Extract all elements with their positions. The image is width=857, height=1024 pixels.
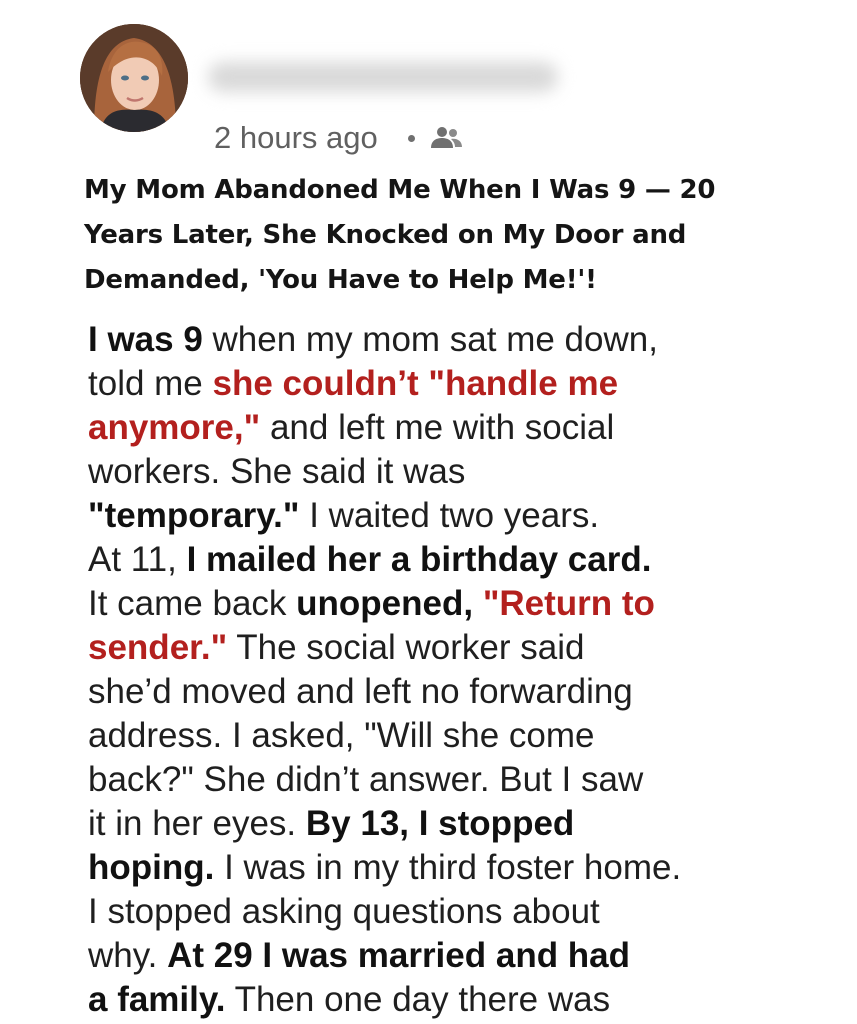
story-line: back?" She didn’t answer. But I saw bbox=[88, 760, 644, 799]
timestamp: 2 hours ago bbox=[214, 120, 378, 155]
avatar[interactable] bbox=[80, 24, 188, 132]
story-line bbox=[88, 406, 808, 450]
story-text-span: and left me with social bbox=[260, 408, 615, 447]
story-bold: I was 9 bbox=[88, 320, 203, 359]
story-text-span: It came back bbox=[88, 584, 297, 623]
story-bold: By 13, I stopped bbox=[305, 804, 575, 843]
story-line bbox=[88, 494, 808, 538]
story-text-span: it in her eyes. bbox=[88, 804, 306, 843]
story-line bbox=[88, 318, 808, 362]
story-bold: unopened, bbox=[296, 584, 474, 623]
story-line: she’d moved and left no forwarding bbox=[88, 672, 633, 711]
story-text-span: why. bbox=[88, 936, 168, 975]
story-text-span bbox=[473, 584, 483, 623]
story-bold: At 29 I was married and had bbox=[167, 936, 631, 975]
story-bold: a family. bbox=[88, 980, 226, 1019]
story-text-span: At 11, bbox=[88, 540, 187, 579]
story-text-span: when my mom sat me down, bbox=[202, 320, 658, 359]
story-line bbox=[88, 582, 808, 626]
story-text bbox=[88, 318, 808, 1022]
people-icon[interactable] bbox=[429, 124, 463, 152]
post-title[interactable]: My Mom Abandoned Me When I Was 9 — 20 Years Later, She Knocked on My Door and Demanded, 'You Have to Help Me!'! bbox=[84, 175, 716, 295]
story-line bbox=[88, 626, 808, 670]
story-line bbox=[88, 846, 808, 890]
story-text-span: Then one day there was bbox=[225, 980, 611, 1019]
story-text-span: The social worker said bbox=[227, 628, 585, 667]
story-highlight: she couldn’t "handle me bbox=[212, 364, 619, 403]
story-text-span: I waited two years. bbox=[299, 496, 600, 535]
story-bold: "temporary." bbox=[88, 496, 300, 535]
story-text-span: told me bbox=[88, 364, 213, 403]
username[interactable] bbox=[208, 62, 558, 92]
story-line: I stopped asking questions about bbox=[88, 892, 600, 931]
story-line bbox=[88, 934, 808, 978]
story-highlight: anymore," bbox=[88, 408, 261, 447]
story-bold: hoping. bbox=[88, 848, 215, 887]
post-header bbox=[80, 24, 780, 164]
story-text-span: I was in my third foster home. bbox=[214, 848, 682, 887]
avatar-image bbox=[80, 24, 188, 132]
story-highlight: "Return to bbox=[482, 584, 655, 623]
story-line bbox=[88, 802, 808, 846]
post-meta bbox=[214, 120, 463, 156]
separator-dot bbox=[408, 135, 415, 142]
story-line: workers. She said it was bbox=[88, 452, 466, 491]
story-line bbox=[88, 538, 808, 582]
story-highlight: sender." bbox=[88, 628, 228, 667]
story-line bbox=[88, 978, 808, 1022]
story-line bbox=[88, 362, 808, 406]
story-line: address. I asked, "Will she come bbox=[88, 716, 595, 755]
story-bold: I mailed her a birthday card. bbox=[186, 540, 652, 579]
